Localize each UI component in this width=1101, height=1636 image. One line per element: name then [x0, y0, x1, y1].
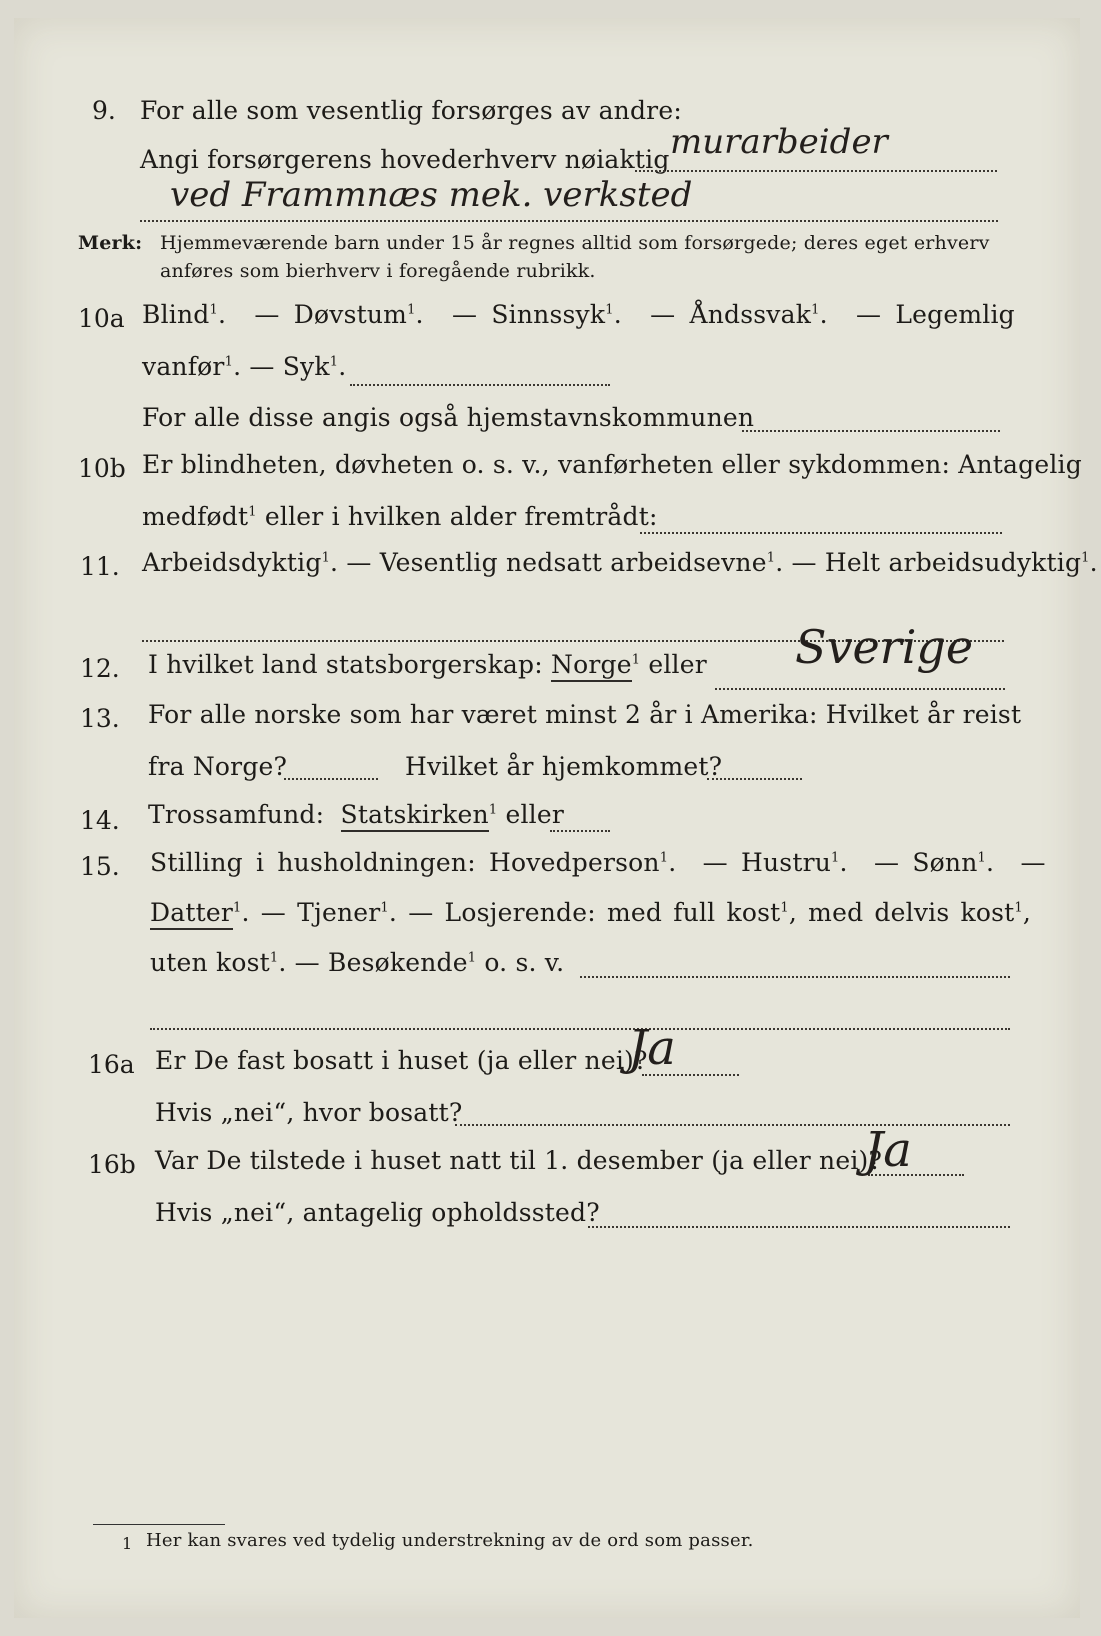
- q9-handwritten-occupation: murarbeider: [670, 122, 888, 162]
- q15-line3: uten kost$^1$. — Besøkende$^1$ o. s. v.: [150, 948, 565, 977]
- q9-line1: For alle som vesentlig forsørges av andre:: [140, 96, 682, 125]
- q10a-line3: For alle disse angis også hjemstavnskommunen: [142, 403, 755, 432]
- q16b-number: 16b: [88, 1150, 136, 1179]
- q15-tjener: — Tjener: [260, 898, 381, 927]
- sup: 1: [321, 550, 331, 566]
- q11-nedsatt: — Vesentlig nedsatt arbeidsevne: [346, 548, 767, 577]
- q15-delvis-kost: , med delvis kost: [788, 898, 1015, 927]
- q15-number: 15.: [80, 852, 120, 881]
- q14-line: [148, 800, 564, 829]
- sup: 1: [780, 900, 789, 916]
- q12-answer-line: [715, 688, 1005, 690]
- q10b-alder: eller i hvilken alder fremtrådt:: [264, 502, 658, 531]
- q10a-sinnssyk: — Sinnssyk: [452, 300, 606, 329]
- q12-handwritten-country: Sverige: [795, 620, 974, 674]
- q11-arbeidsdyktig: Arbeidsdyktig: [142, 548, 322, 577]
- q15-comma: ,: [1022, 898, 1032, 927]
- q14-statskirken: Statskirken: [341, 800, 489, 832]
- q15-datter: Datter: [150, 898, 233, 930]
- q10a-dovstum: — Døvstum: [254, 300, 408, 329]
- q10a-legemlig: — Legemlig: [856, 300, 1015, 329]
- q13-reist-answer-line: [284, 778, 378, 780]
- q10a-line1: Blind$^1$. — Døvstum$^1$. — Sinnssyk$^1$. — Åndssvak$^1$. — Legemlig: [142, 300, 1015, 329]
- q13-line2b: Hvilket år hjemkommet?: [405, 752, 723, 781]
- q15-besokende: — Besøkende: [294, 948, 468, 977]
- q9-answer-line1: [635, 170, 997, 172]
- q10a-line2: vanfør$^1$. — Syk$^1$.: [142, 352, 347, 381]
- q13-line1: For alle norske som har været minst 2 år i Amerika: Hvilket år reist: [148, 700, 1022, 729]
- q15-sonn: — Sønn: [873, 848, 978, 877]
- q14-number: 14.: [80, 806, 120, 835]
- q11-line: Arbeidsdyktig$^1$. — Vesentlig nedsatt arbeidsevne$^1$. — Helt arbeidsudyktig$^1$.: [142, 548, 1098, 577]
- merk-line1: Hjemmeværende barn under 15 år regnes alltid som forsørgede; deres eget erhverv: [160, 232, 990, 254]
- sup: 1: [407, 302, 416, 318]
- q10a-blind: Blind: [142, 300, 210, 329]
- sup: 1: [811, 302, 820, 318]
- q10a-andssvak: — Åndssvak: [650, 300, 812, 329]
- sup: 1: [1081, 550, 1090, 566]
- q10a-syk-answer-line: [350, 384, 610, 386]
- footnote-rule: [93, 1524, 225, 1525]
- q10a-kommune-answer-line: [742, 430, 1000, 432]
- q16b-line1: Var De tilstede i huset natt til 1. desember (ja eller nei)?: [155, 1146, 883, 1175]
- q10b-answer-line: [640, 532, 1002, 534]
- q12-line: [148, 650, 707, 679]
- q15-line1: Stilling i husholdningen: Hovedperson$^1$. — Hustru$^1$. — Sønn$^1$. —: [150, 848, 1046, 877]
- q16b-handwritten-answer: Ja: [864, 1122, 912, 1178]
- q10b-number: 10b: [78, 454, 126, 483]
- q16b-line2: Hvis „nei“, antagelig opholdssted?: [155, 1198, 600, 1227]
- sup: 1: [488, 802, 498, 818]
- merk-label: Merk:: [78, 232, 143, 254]
- sup: 1: [467, 950, 477, 966]
- q10b-line1: Er blindheten, døvheten o. s. v., vanførheten eller sykdommen: Antagelig: [142, 450, 1082, 479]
- q16a-number: 16a: [88, 1050, 135, 1079]
- q12-text: I hvilket land statsborgerskap:: [148, 650, 543, 679]
- q10b-medfodt: medfødt: [142, 502, 249, 531]
- q14-text: Trossamfund:: [148, 800, 325, 829]
- sup: 1: [831, 850, 840, 866]
- q10a-vanfor: vanfør: [142, 352, 225, 381]
- footnote-text: Her kan svares ved tydelig understrekning av de ord som passer.: [146, 1530, 754, 1551]
- q9-answer-line2: [140, 220, 998, 222]
- q15-line2: Datter$^1$. — Tjener$^1$. — Losjerende: med full kost$^1$, med delvis kost$^1$,: [150, 898, 1031, 927]
- q14-answer-line: [550, 830, 610, 832]
- sup: 1: [380, 900, 389, 916]
- q15-hovedperson: Stilling i husholdningen: Hovedperson: [150, 848, 660, 877]
- footnote-mark: 1: [122, 1534, 133, 1553]
- q16a-bosatt-answer-line: [455, 1124, 1010, 1126]
- sup: 1: [977, 850, 986, 866]
- q11-number: 11.: [80, 552, 120, 581]
- q15-dash: —: [1020, 848, 1046, 877]
- q12-eller: eller: [648, 650, 707, 679]
- q9-number: 9.: [92, 96, 116, 125]
- q11-udyktig: — Helt arbeidsudyktig: [791, 548, 1082, 577]
- sup: 1: [329, 354, 339, 370]
- q13-line2a: fra Norge?: [148, 752, 288, 781]
- sup: 1: [1014, 900, 1023, 916]
- q16a-handwritten-answer: Ja: [628, 1020, 676, 1076]
- q16a-line1: Er De fast bosatt i huset (ja eller nei)?: [155, 1046, 648, 1075]
- sup: 1: [269, 950, 279, 966]
- q15-answer-line2: [150, 1028, 1010, 1030]
- q10a-syk: — Syk: [249, 352, 330, 381]
- sup: 1: [766, 550, 776, 566]
- sup: 1: [248, 504, 257, 520]
- q14-eller: eller: [505, 800, 565, 829]
- sup: 1: [233, 900, 242, 916]
- sup: 1: [224, 354, 234, 370]
- q15-osv: o. s. v.: [484, 948, 565, 977]
- q13-hjemkommet-answer-line: [707, 778, 802, 780]
- sup: 1: [659, 850, 669, 866]
- q15-answer-line1: [580, 976, 1010, 978]
- sup: 1: [605, 302, 614, 318]
- q10b-line2: [142, 502, 658, 531]
- q13-number: 13.: [80, 704, 120, 733]
- q9-handwritten-employer: ved Frammnæs mek. verksted: [170, 175, 693, 215]
- sup: 1: [631, 652, 641, 668]
- merk-line2: anføres som bierhverv i foregående rubrikk.: [160, 260, 596, 282]
- q16b-opholdssted-answer-line: [588, 1226, 1010, 1228]
- q10a-number: 10a: [78, 304, 125, 333]
- q12-number: 12.: [80, 654, 120, 683]
- q15-hustru: — Hustru: [702, 848, 832, 877]
- sup: 1: [209, 302, 218, 318]
- q16a-line2: Hvis „nei“, hvor bosatt?: [155, 1098, 463, 1127]
- q15-full-kost: — Losjerende: med full kost: [408, 898, 781, 927]
- q9-line2: Angi forsørgerens hovederhverv nøiaktig: [140, 145, 670, 174]
- q15-uten-kost: uten kost: [150, 948, 270, 977]
- q12-norge: Norge: [551, 650, 632, 682]
